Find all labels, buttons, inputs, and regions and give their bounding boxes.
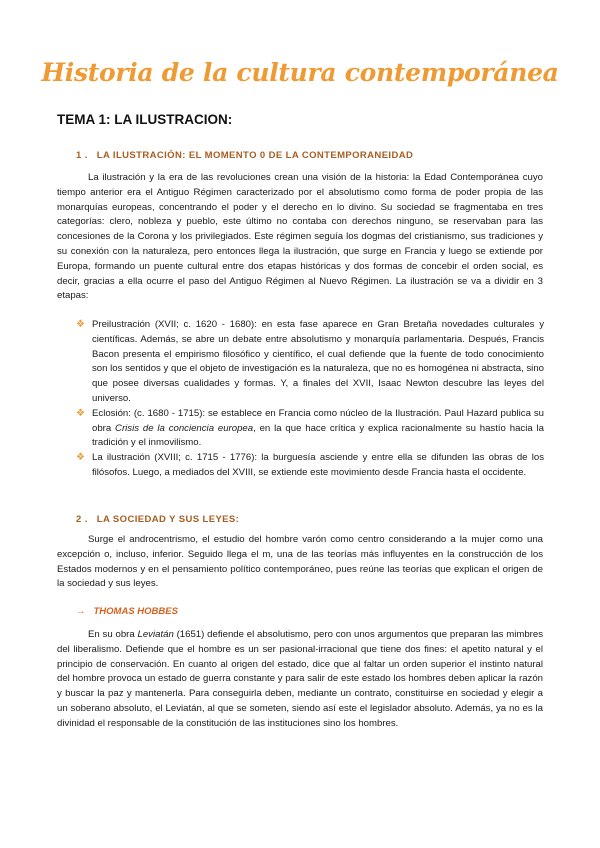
- hobbes-paragraph: [57, 628, 543, 732]
- hobbes-subheading: [76, 606, 178, 617]
- section-2-title: LA SOCIEDAD Y SUS LEYES:: [96, 514, 240, 525]
- diamond-bullet-icon: ❖: [76, 452, 85, 464]
- stage-book-title: Crisis de la conciencia europea: [115, 422, 254, 434]
- stage-item-ilustracion: [76, 451, 544, 481]
- section-1-number: 1 .: [76, 150, 88, 161]
- stage-text: Preilustración (XVII; c. 1620 - 1680): en esta fase aparece en Gran Bretaña novedades culturales y científicas. Además, se abre un debate entre absolutismo y monarquía parlamentaria. Después, Francis Bacon presenta el empirismo filosófico y científico, el cual defiende que la fuente de todo conocimiento son los sentidos y que el objeto de investigación es la naturaleza, que no es homogénea ni abstracta, sino que posee diversas cualidades y formas. Y, a finales del XVII, Isaac Newton descubre las leyes del universo.: [92, 319, 544, 404]
- section-2-number: 2 .: [76, 514, 88, 525]
- stages-list: [76, 318, 544, 481]
- section-1-paragraph: La ilustración y la era de las revoluciones crean una visión de la historia: la Edad Contemporánea cuyo tiempo anterior era el Antiguo Régimen caracterizado por el absolutismo como forma de poder propia de las monarquías europeas, concentrando el poder y el derecho en lo divino. Su sociedad se fragmentaba en tres categorías: clero, nobleza y pueblo, este último no contaba con derechos ninguno, se reservaban para las concesiones de la Corona y los privilegiados. Este régimen seguía los dogmas del cristianismo, sus tradiciones y su conexión con la naturaleza, pero entonces llega la ilustración, que surge en Francia y luego se extiende por Europa, formando un puente cultural entre dos etapas históricas y dos formas de concebir el orden social, es decir, gracias a ella ocurre el paso del Antiguo Régimen al Nuevo Régimen. La ilustración se va a dividir en 3 etapas:: [57, 172, 543, 302]
- topic-heading: TEMA 1: LA ILUSTRACION:: [57, 112, 233, 127]
- stage-item-eclosion: [76, 407, 544, 451]
- stage-text: Eclosión: (c. 1680 - 1715): se establece en Francia como núcleo de la Ilustración. Paul Hazard publica su obra: [92, 407, 544, 434]
- hobbes-text-continued: (1651) defiende el absolutismo, pero con unos argumentos que preparan las mimbres del liberalismo. Defiende que el hombre es un ser pasional-irracional que tiene dos fines: el apetito natural y el principio de conservación. En cuanto al origen del estado, dice que al faltar un orden superior el instinto natural del hombre provoca un estado de guerra constante y para salir de este estado los hombres deben aplicar la razón y buscar la paz y mantenerla. Para conseguirla deben, mediante un contrato, constituirse en sociedad y elegir a un soberano absoluto, el Leviatán, al que se someten, siendo así este el legislador absoluto. Además, ya no es la divinidad el responsable de la constitución de las instituciones sino los hombres.: [57, 629, 543, 729]
- section-2-heading: [76, 514, 239, 525]
- arrow-right-icon: →: [76, 606, 86, 617]
- leviatan-title: Leviatán: [137, 629, 174, 640]
- document-title: Historia de la cultura contemporánea: [41, 58, 559, 87]
- section-1-title: LA ILUSTRACIÓN: EL MOMENTO 0 DE LA CONTEMPORANEIDAD: [96, 150, 414, 161]
- diamond-bullet-icon: ❖: [76, 319, 85, 330]
- stage-text: La ilustración (XVIII; c. 1715 - 1776): la burguesía asciende y entre ella se difunden las obras de los filósofos. Luego, a mediados del XVIII, se extiende este movimiento desde Francia hasta el occidente.: [92, 452, 544, 478]
- section-1-heading: [76, 150, 413, 161]
- diamond-bullet-icon: ❖: [76, 407, 85, 419]
- stage-text-continued: , en la que hace crítica y explica racionalmente su hastío hacia la tradición y el inmovilismo.: [92, 422, 544, 449]
- section-2-paragraph: Surge el androcentrismo, el estudio del hombre varón como centro considerando a la mujer como una excepción o, incluso, inferior. Seguido llega el m, una de las teorías más influyentes en la construcción de los Estados modernos y en el pensamiento político contemporáneo, pues reúne las teorías que explican el origen de la sociedad y sus leyes.: [57, 534, 543, 590]
- hobbes-subheading-label: THOMAS HOBBES: [93, 606, 178, 617]
- hobbes-text: En su obra: [88, 629, 138, 640]
- stage-item-preilustracion: [76, 318, 544, 407]
